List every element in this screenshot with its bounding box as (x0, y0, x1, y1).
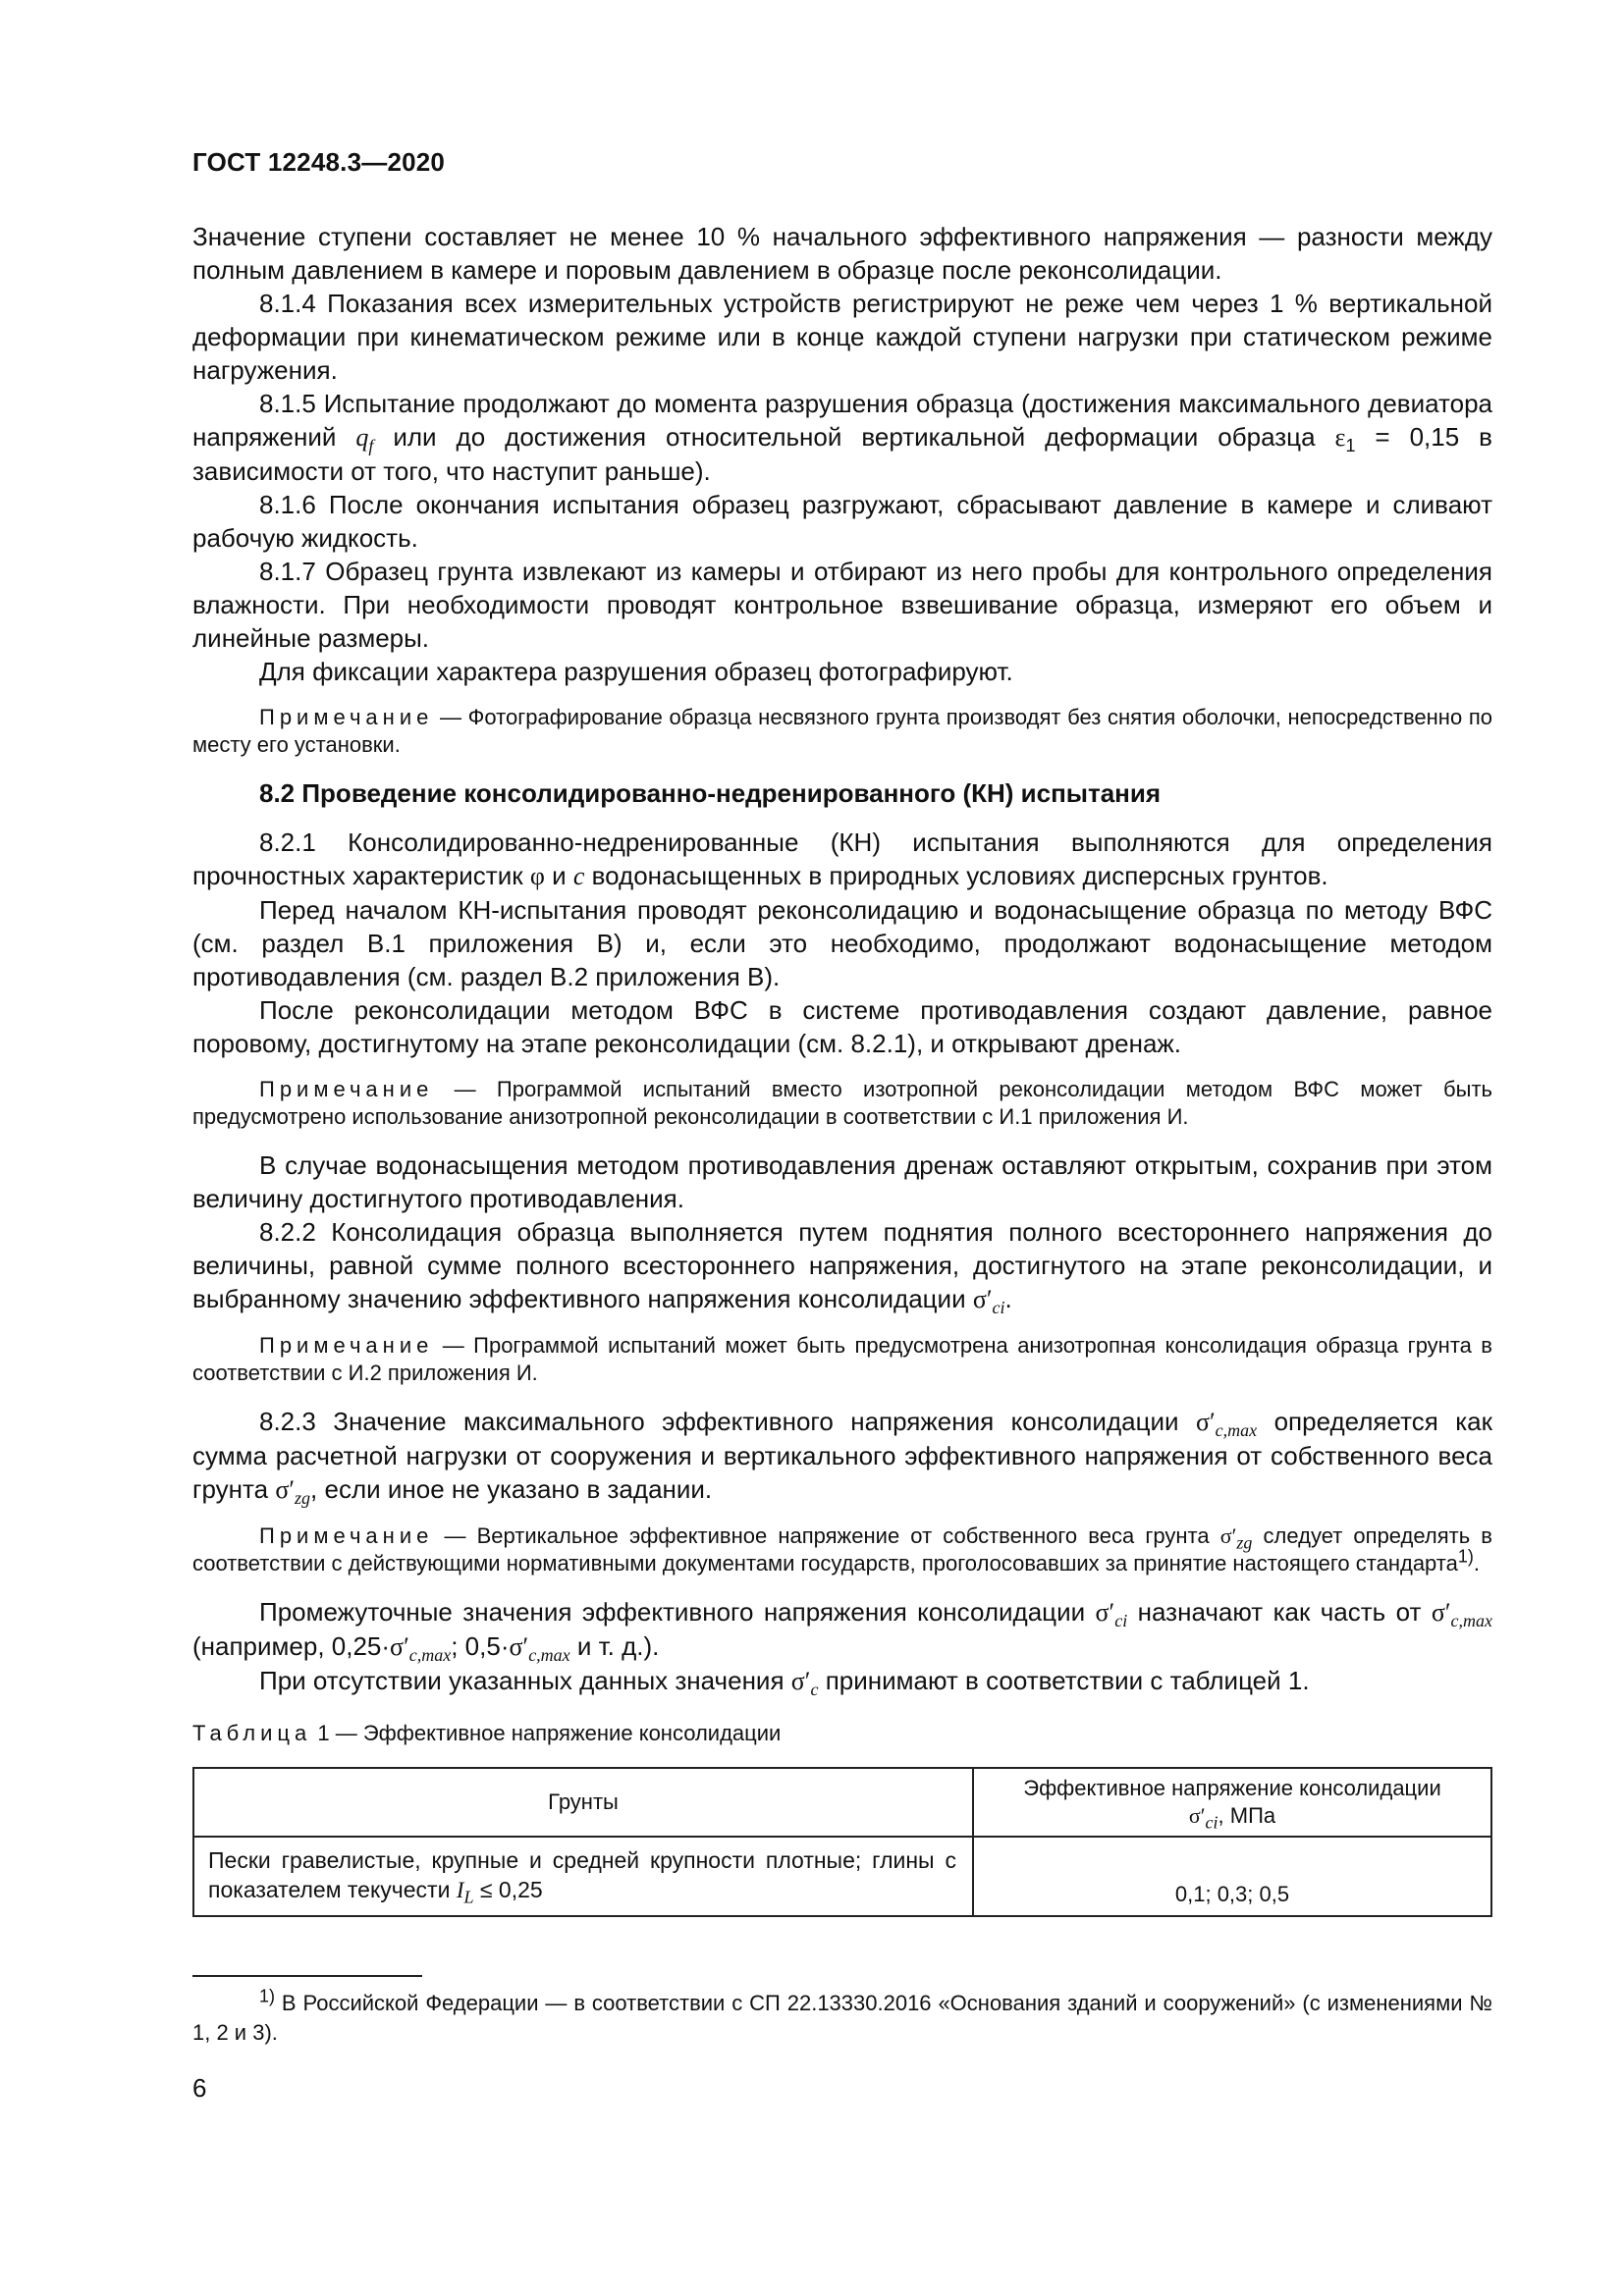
column-header-stress: Эффективное напряжение консолидации $\sigma'_{ci}$, МПа (973, 1768, 1491, 1837)
paragraph-8-1-4: 8.1.4 Показания всех измерительных устройств регистрируют не реже чем через 1 % вертикальной деформации при кинематическом режиме или в конце каждой ступени нагрузки при статическом режиме нагружения. (192, 289, 1492, 385)
paragraph-8-1-7: 8.1.7 Образец грунта извлекают из камеры и отбирают из него пробы для контрольного определения влажности. При необходимости проводят контрольное взвешивание образца, измеряют его объем и линейные размеры. (192, 557, 1492, 653)
table-cell-soil: Пески гравелистые, крупные и средней крупности плотные; глины с показателем текучести $I_L \le 0,25$ (193, 1837, 973, 1916)
paragraph-photo: Для фиксации характера разрушения образец фотографируют. (259, 657, 1013, 686)
table-row (193, 1837, 1491, 1916)
symbol-phi: φ (529, 862, 545, 890)
table-header-row (193, 1768, 1491, 1837)
paragraph-after-reconsolidation: После реконсолидации методом ВФС в системе противодавления создают давление, равное поровому, достигнутому на этапе реконсолидации (см. 8.2.1), и открывают дренаж. (192, 995, 1492, 1058)
footnote-separator (192, 1975, 422, 1977)
paragraph-8-2-1: 8.2.1 Консолидированно-недренированные (КН) испытания выполняются для определения прочностных характеристик φ и c водонасыщенных в природных условиях дисперсных грунтов. (192, 828, 1492, 890)
table-caption: Таблица 1 — Эффективное напряжение консолидации (192, 1721, 782, 1745)
paragraph-step-value: Значение ступени составляет не менее 10 % начального эффективного напряжения — разности между полным давлением в камере и поровым давлением в образце после реконсолидации. (192, 222, 1492, 285)
paragraph-8-1-6: 8.1.6 После окончания испытания образец разгружают, сбрасывают давление в камере и сливают рабочую жидкость. (192, 490, 1492, 553)
paragraph-8-2-2: 8.2.2 Консолидация образца выполняется путем поднятия полного всестороннего напряжения до величины, равной сумме полного всестороннего напряжения, достигнутого на этапе реконсолидации, и выбранному значению эффективного напряжения консолидации $\sigma'_{ci}$. (192, 1217, 1492, 1318)
paragraph-intermediate-values: Промежуточные значения эффективного напряжения консолидации $\sigma'_{ci}$ назначают как часть от $\sigma'_{c,max}$ (например, $0,25\cdot\sigma'_{c,max}$; $0,5\cdot\sigma'_{c,max}$ и т. д.). (192, 1597, 1493, 1666)
symbol-sigma-cmax: σ′ (1195, 1408, 1216, 1436)
section-heading-8-2: 8.2 Проведение консолидированно-недренированного (КН) испытания (259, 778, 1162, 808)
symbol-q: q (355, 423, 369, 452)
symbol-sigma-zg: σ′ (275, 1475, 296, 1504)
paragraph-8-1-5: 8.1.5 Испытание продолжают до момента разрушения образца (достижения максимального девиатора напряжений $q_f$ или до достижения относительной вертикальной деформации образца $\varepsilon_1 = 0,15$ в зависимости от того, что наступит раньше). (192, 389, 1492, 486)
paragraph-before-test: Перед началом КН-испытания проводят реконсолидацию и водонасыщение образца по методу ВФС (см. раздел В.1 приложения В) и, если это необходимо, продолжают водонасыщение методом противодавления (см. раздел В.2 приложения В). (192, 895, 1492, 991)
paragraph-absent-data: При отсутствии указанных данных значения $\sigma'_c$ принимают в соответствии с таблицей 1. (259, 1666, 1310, 1700)
footnote-marker: 1) (259, 1986, 276, 2006)
symbol-c: c (572, 862, 585, 890)
footnote: $^{1)}$ В Российской Федерации — в соответствии с СП 22.13330.2016 «Основания зданий и сооружений» (с изменениями № 1, 2 и 3). (192, 1986, 1492, 2045)
page-number: 6 (192, 2073, 207, 2103)
paragraph-8-2-3: 8.2.3 Значение максимального эффективного напряжения консолидации $\sigma'_{c,max}$ определяется как сумма расчетной нагрузки от сооружения и вертикального эффективного напряжения от собственного веса грунта $\sigma'_{zg}$, если иное не указано в задании. (192, 1407, 1492, 1509)
note-photographing: Примечание — Фотографирование образца несвязного грунта производят без снятия оболочки, непосредственно по месту его установки. (192, 705, 1492, 757)
note-anisotropic-reconsolidation: Примечание — Программой испытаний вместо изотропной реконсолидации методом ВФС может быть предусмотрено использование анизотропной реконсолидации в соответствии с И.1 приложения И. (192, 1077, 1492, 1129)
document-code-header: ГОСТ 12248.3—2020 (192, 147, 446, 177)
note-anisotropic-consolidation: Примечание — Программой испытаний может быть предусмотрена анизотропная консолидация образца грунта в соответствии с И.2 приложения И. (192, 1333, 1492, 1385)
table-cell-stress-value: 0,1; 0,3; 0,5 (973, 1837, 1491, 1916)
column-header-soils: Грунты (193, 1768, 973, 1837)
symbol-sigma-ci: σ′ (972, 1285, 993, 1313)
consolidation-stress-table (192, 1767, 1492, 1917)
symbol-epsilon: ε (1334, 423, 1346, 452)
note-vertical-stress: Примечание — Вертикальное эффективное напряжение от собственного веса грунта $\sigma'_{zg}$ следует определять в соответствии с действующими нормативными документами государств, проголосовавших за принятие настоящего стандарта$^{1)}$. (192, 1523, 1492, 1575)
footnote-reference: 1) (1457, 1546, 1474, 1567)
page-body (192, 220, 1492, 1917)
paragraph-drainage: В случае водонасыщения методом противодавления дренаж оставляют открытым, сохранив при этом величину достигнутого противодавления. (192, 1150, 1492, 1213)
